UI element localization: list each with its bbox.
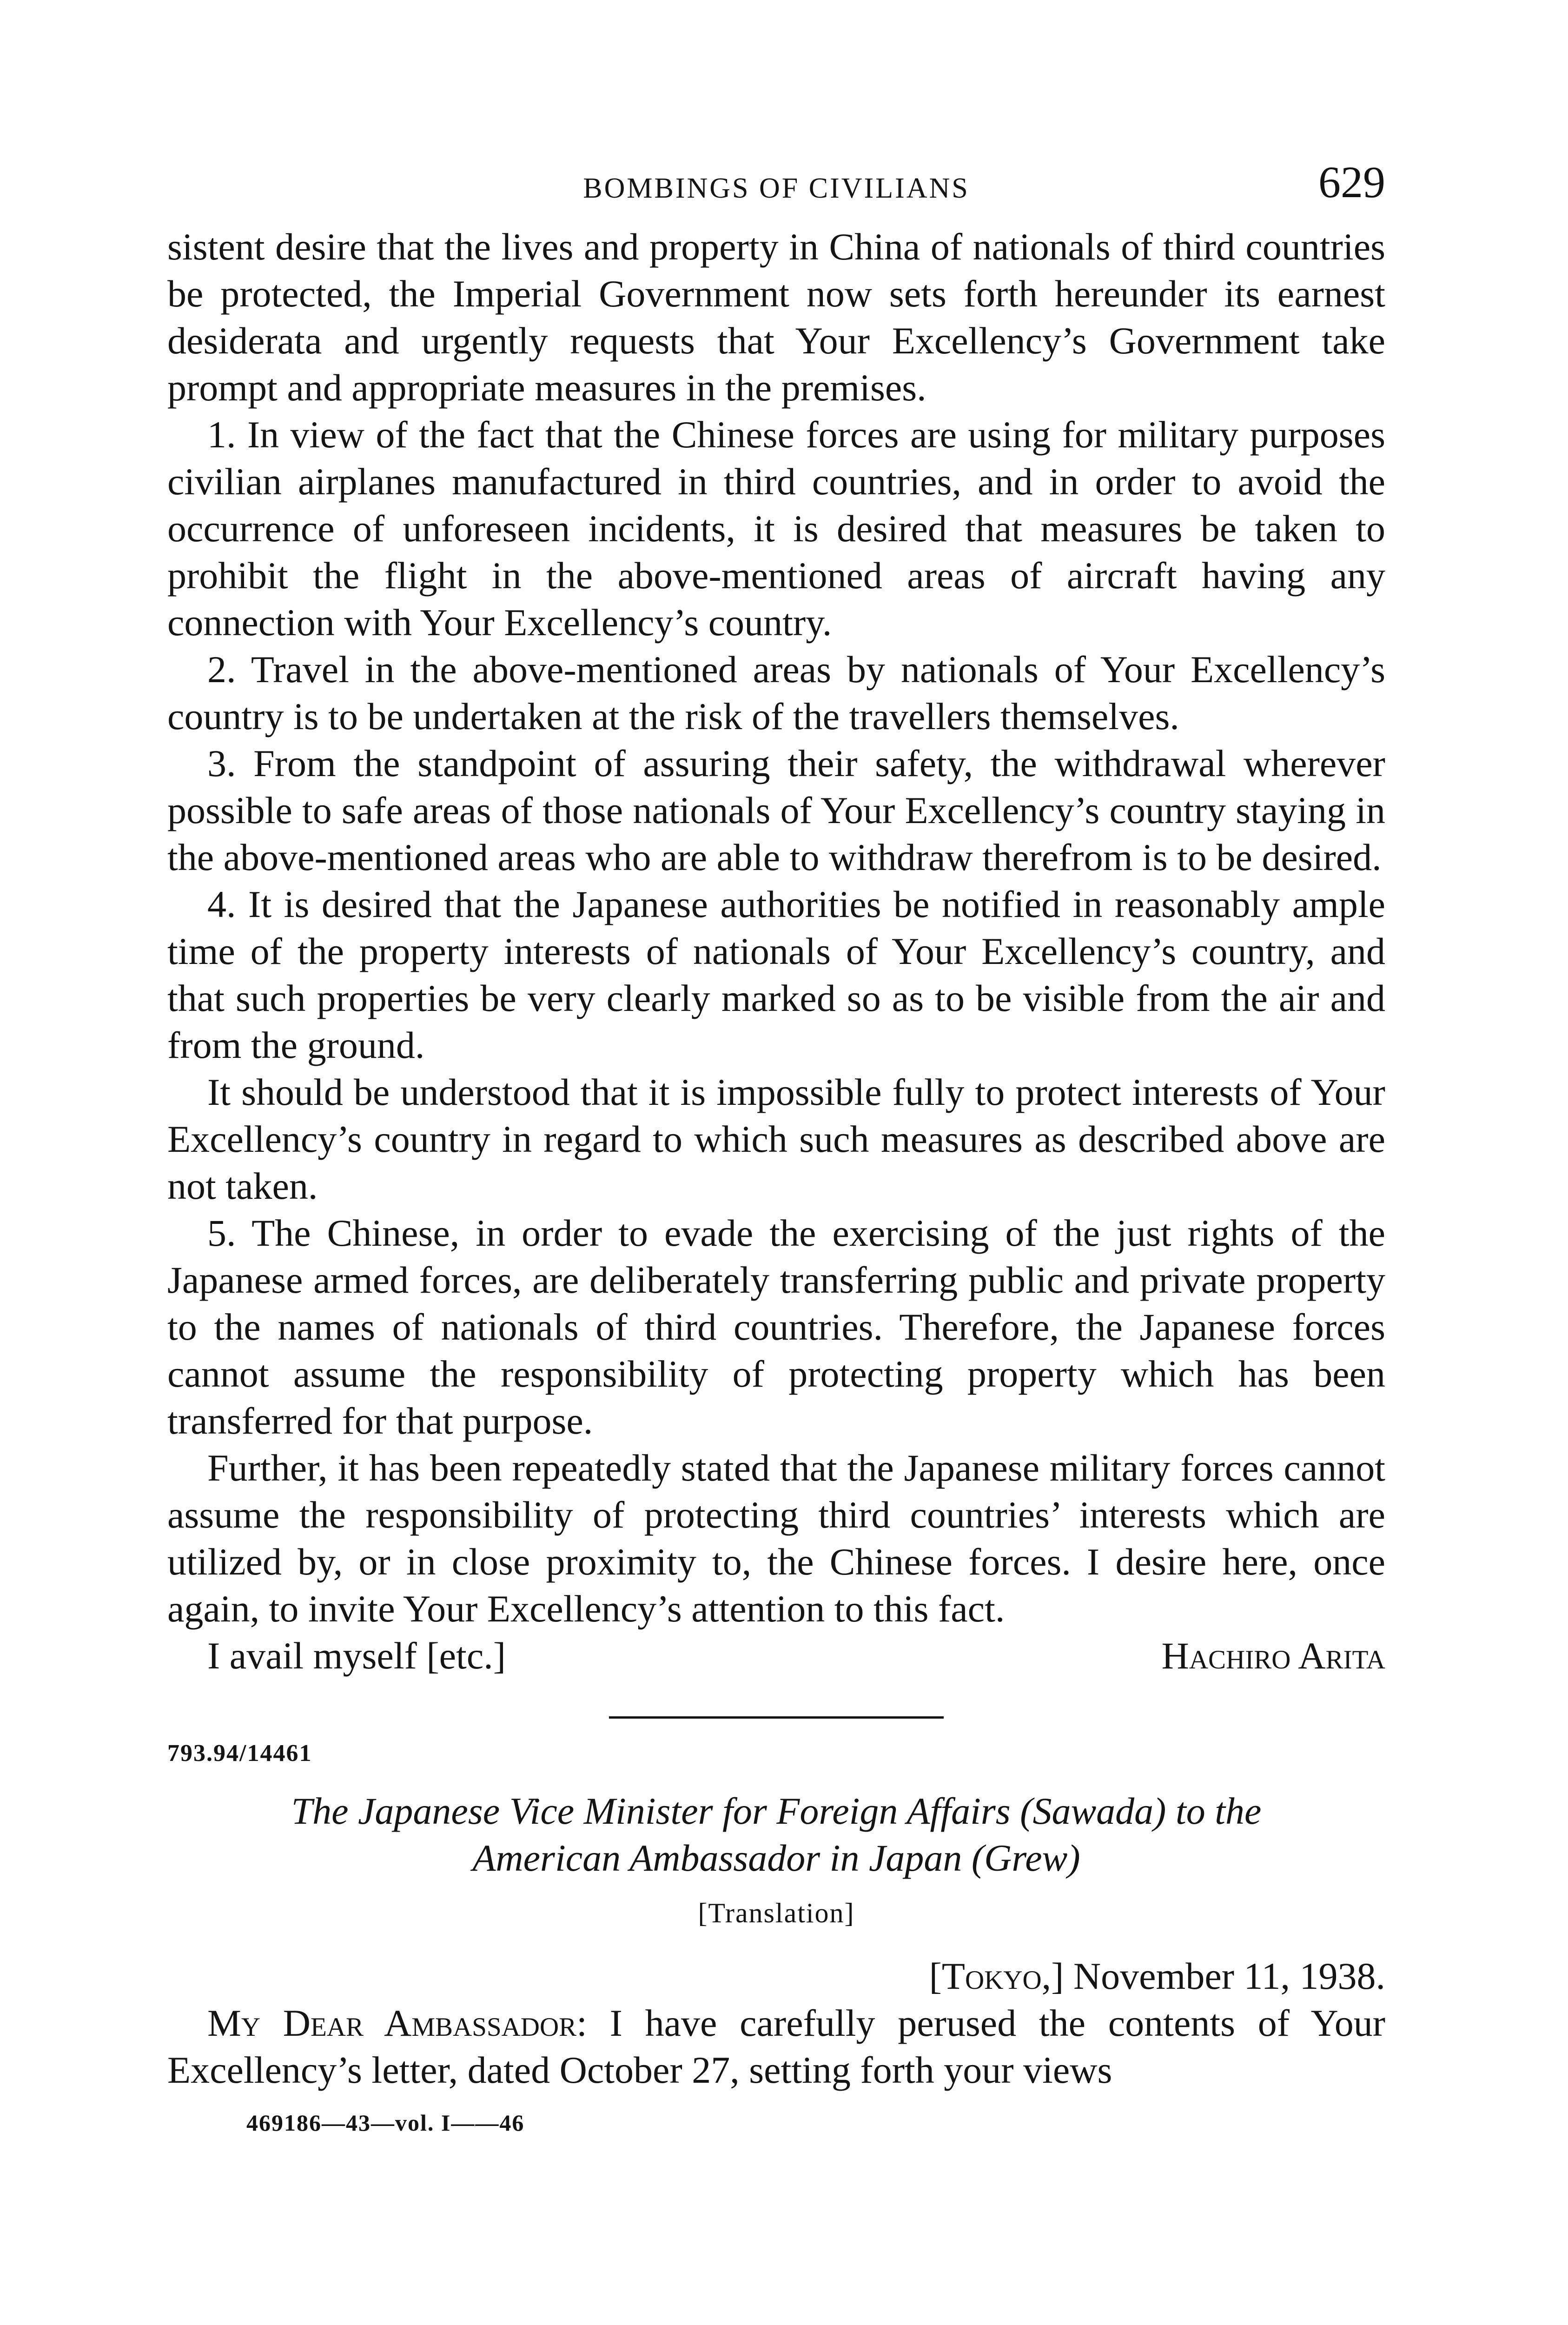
document-page bbox=[167, 153, 1385, 2325]
closing-phrase: I avail myself [etc.] bbox=[207, 1634, 506, 1677]
heading-line-1: The Japanese Vice Minister for Foreign Affairs (Sawada) to the bbox=[291, 1790, 1262, 1832]
document-heading bbox=[167, 1787, 1385, 1881]
paragraph-1: 1. In view of the fact that the Chinese forces are using for military purposes civilian airplanes manufactured in third countries, and in order to avoid the occurrence of unforeseen incidents, it is desired that measures be taken to prohibit the flight in the above-mentioned areas of aircraft having any connection with Your Excellency’s country. bbox=[167, 413, 1385, 644]
heading-line-2: American Ambassador in Japan (Grew) bbox=[472, 1837, 1080, 1879]
paragraph-4: 4. It is desired that the Japanese authorities be notified in reasonably ample time of the property interests of nationals of Your Excellency’s country, and that such properties be very clearly marked so as to be visible from the air and from the ground. bbox=[167, 883, 1385, 1066]
page-number: 629 bbox=[1318, 157, 1385, 207]
paragraph-2: 2. Travel in the above-mentioned areas by nationals of Your Excellency’s country is to be undertaken at the risk of the travellers themselves. bbox=[167, 648, 1385, 737]
paragraph-4-continued: It should be understood that it is impossible fully to protect interests of Your Excellency’s country in regard to which such measures as described above are not taken. bbox=[167, 1071, 1385, 1207]
section-divider bbox=[609, 1716, 944, 1719]
closing-line bbox=[167, 1632, 1385, 1679]
file-number: 793.94/14461 bbox=[167, 1740, 312, 1767]
running-title: BOMBINGS OF CIVILIANS bbox=[583, 173, 970, 204]
dateline bbox=[167, 1953, 1385, 2000]
opening-text: I have carefully perused the contents of Your Excellency’s letter, dated October 27, setting forth your views bbox=[167, 2002, 1386, 2091]
paragraph-further: Further, it has been repeatedly stated that the Japanese military forces cannot assume the responsibility of protecting third countries’ interests which are utilized by, or in close proximity to, the Chinese forces. I desire here, once again, to invite Your Excellency’s attention to this fact. bbox=[167, 1447, 1385, 1630]
paragraph-5: 5. The Chinese, in order to evade the exercising of the just rights of the Japanese armed forces, are deliberately transferring public and private property to the names of nationals of third countries. Therefore, the Japanese forces cannot assume the responsibility of protecting property which has been transferred for that purpose. bbox=[167, 1212, 1385, 1442]
paragraph-3: 3. From the standpoint of assuring their safety, the withdrawal wherever possible to safe areas of those nationals of Your Excellency’s country staying in the above-mentioned areas who are able to withdraw therefrom is to be desired. bbox=[167, 742, 1385, 878]
signature: Hachiro Arita bbox=[1161, 1634, 1385, 1677]
paragraph-intro: sistent desire that the lives and property in China of nationals of third countries be protected, the Imperial Government now sets forth hereunder its earnest desiderata and urgently requests that Your Excellency’s Government take prompt and appropriate measures in the premises. bbox=[167, 226, 1385, 409]
letter-opening bbox=[167, 2000, 1385, 2093]
salutation: My Dear Ambassador: bbox=[207, 2002, 587, 2044]
running-head bbox=[167, 153, 1385, 223]
dateline-date: November 11, 1938. bbox=[1073, 1955, 1385, 1997]
dateline-place: [Tokyo,] bbox=[929, 1955, 1064, 1997]
translation-note: [Translation] bbox=[698, 1898, 855, 1928]
printing-code: 469186—43—vol. I——46 bbox=[246, 2110, 525, 2136]
